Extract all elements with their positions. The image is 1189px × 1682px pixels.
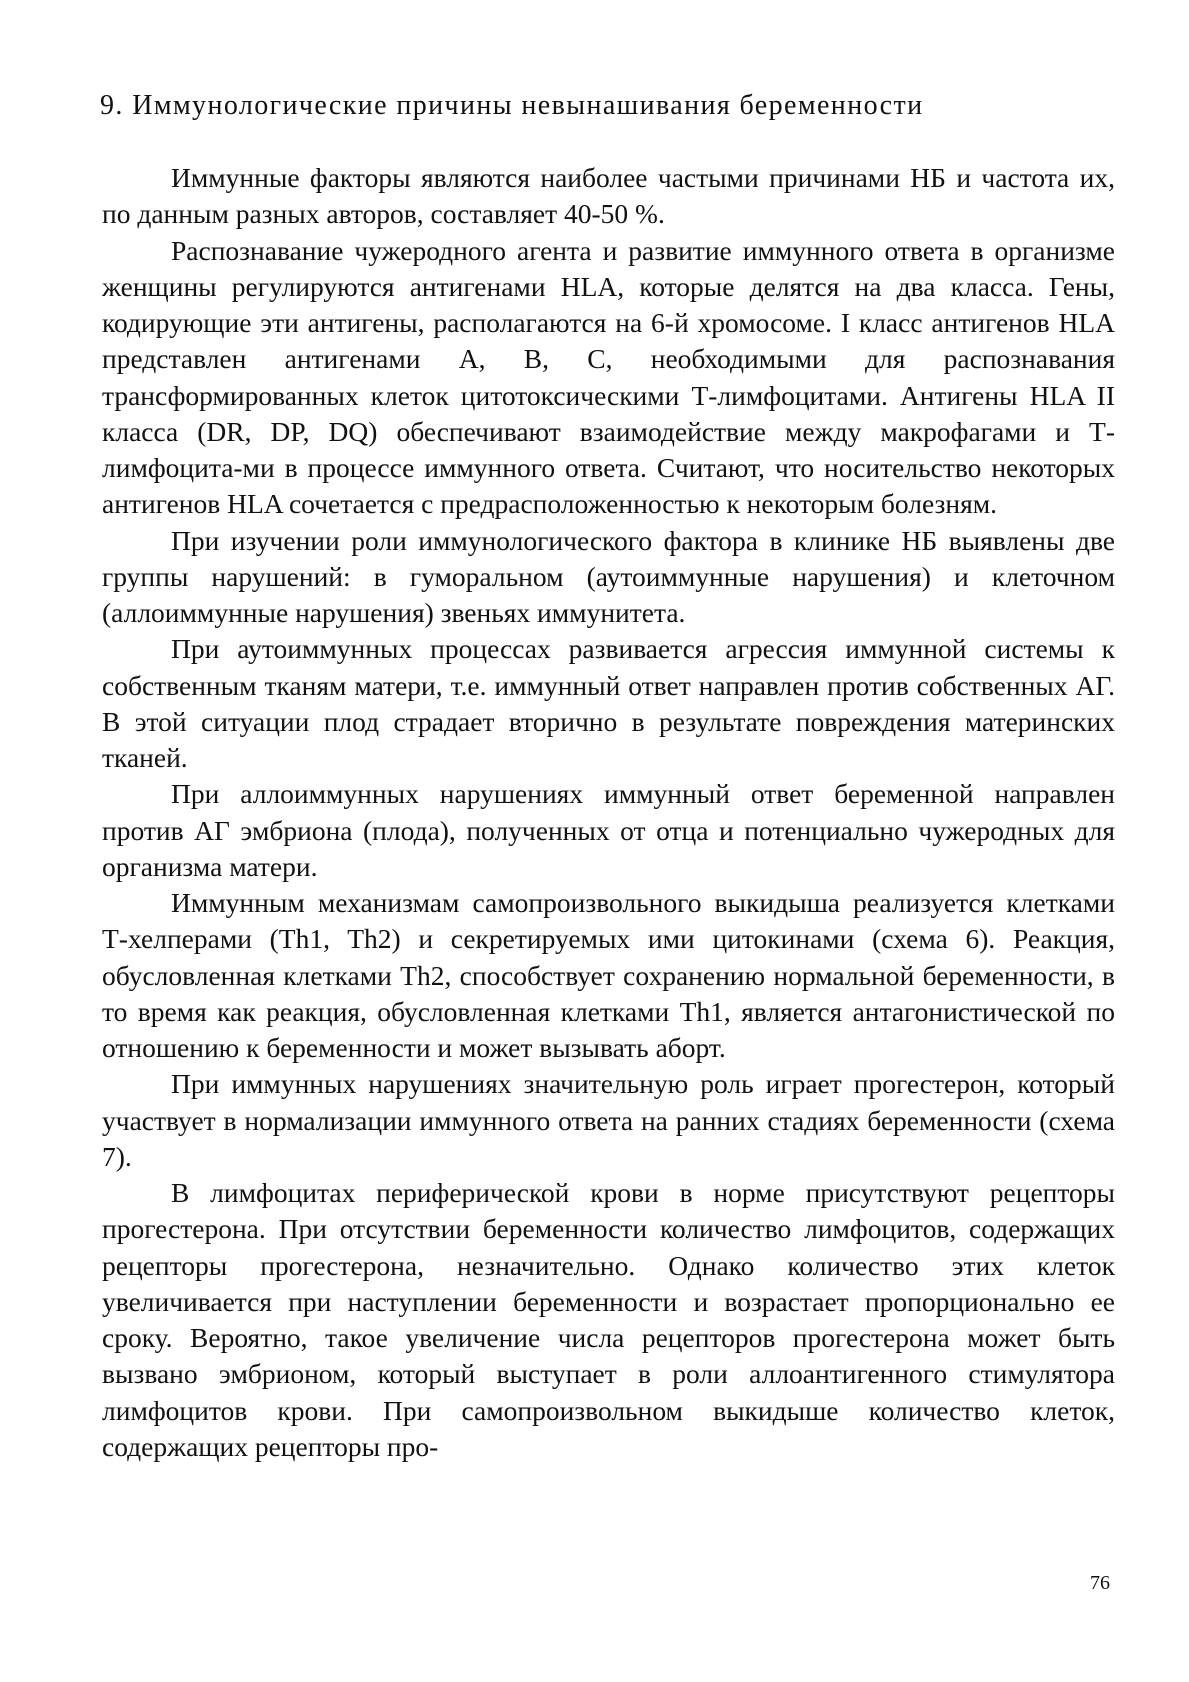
- section-heading: 9. Иммунологические причины невынашивания беременности: [100, 90, 924, 121]
- paragraph-3: При изучении роли иммунологического фактора в клинике НБ выявлены две группы нарушений: в гуморальном (аутоиммунные нарушения) и клеточном (аллоиммунные нарушения) звеньях иммунитета.: [102, 524, 1115, 628]
- paragraph-1: Иммунные факторы являются наиболее частыми причинами НБ и частота их, по данным разных авторов, составляет 40-50 %.: [102, 162, 1115, 230]
- paragraph-6: Иммунным механизмам самопроизвольного выкидыша реализуется клетками Т-хелперами (Th1, Th2) и секретируемых ими цитокинами (схема 6). Реакция, обусловленная клетками Th2, способствует сохранению нормальной беременности, в то время как реакция, обусловленная клетками Th1, является антагонистической по отношению к беременности и может вызывать аборт.: [102, 887, 1115, 1063]
- paragraph-4: При аутоиммунных процессах развивается агрессия иммунной системы к собственным тканям матери, т.е. иммунный ответ направлен против собственных АГ. В этой ситуации плод страдает вторично в результате повреждения материнских тканей.: [102, 633, 1115, 773]
- paragraph-5: При аллоиммунных нарушениях иммунный ответ беременной направлен против АГ эмбриона (плода), полученных от отца и потенциально чужеродных для организма матери.: [102, 778, 1115, 882]
- page-number: 76: [1090, 1572, 1110, 1594]
- body-text: [102, 160, 1115, 1465]
- paragraph-8: В лимфоцитах периферической крови в норме присутствуют рецепторы прогестерона. При отсутствии беременности количество лимфоцитов, содержащих рецепторы прогестерона, незначительно. Однако количество этих клеток увеличивается при наступлении беременности и возрастает пропорционально ее сроку. Вероятно, такое увеличение числа рецепторов прогестерона может быть вызвано эмбрионом, который выступает в роли аллоантигенного стимулятора лимфоцитов крови. При самопроизвольном выкидыше количество клеток, содержащих рецепторы про-: [102, 1177, 1115, 1462]
- paragraph-2: Распознавание чужеродного агента и развитие иммунного ответа в организме женщины регулируются антигенами HLA, которые делятся на два класса. Гены, кодирующие эти антигены, располагаются на 6-й хромосоме. I класс антигенов HLA представлен антигенами A, B, C, необходимыми для распознавания трансформированных клеток цитотоксическими Т-лимфоцитами. Антигены HLA II класса (DR, DP, DQ) обеспечивают взаимодействие между макрофагами и Т-лимфоцита-ми в процессе иммунного ответа. Считают, что носительство некоторых антигенов HLA сочетается с предрасположенностью к некоторым болезням.: [102, 234, 1115, 520]
- paragraph-7: При иммунных нарушениях значительную роль играет прогестерон, который участвует в нормализации иммунного ответа на ранних стадиях беременности (схема 7).: [102, 1068, 1115, 1172]
